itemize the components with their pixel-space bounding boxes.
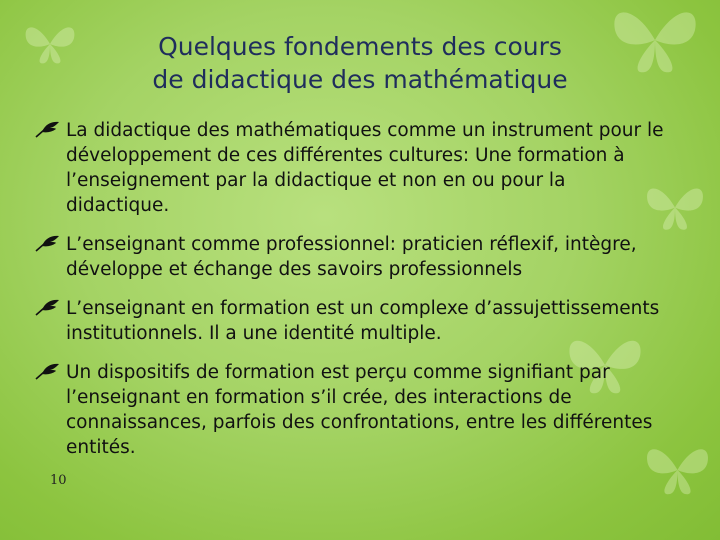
quill-pen-icon bbox=[34, 121, 60, 139]
quill-pen-icon bbox=[34, 299, 60, 317]
bullet-text: La didactique des mathématiques comme un instrument pour le développement de ces différentes cultures: Une formation à l’enseignement par la didactique et non en ou pour la didactique. bbox=[66, 120, 664, 216]
quill-pen-icon bbox=[34, 363, 60, 381]
bullet-item bbox=[28, 232, 668, 282]
bullet-text: L’enseignant en formation est un complexe d’assujettissements institutionnels. Il a une identité multiple. bbox=[66, 298, 660, 344]
title-line-2: de didactique des mathématique bbox=[152, 65, 568, 94]
bullet-list bbox=[28, 118, 668, 474]
bullet-item bbox=[28, 296, 668, 346]
title-line-1: Quelques fondements des cours bbox=[158, 32, 562, 61]
bullet-text: L’enseignant comme professionnel: praticien réflexif, intègre, développe et échange des savoirs professionnels bbox=[66, 234, 637, 280]
slide-title bbox=[60, 30, 660, 96]
bullet-item bbox=[28, 360, 668, 460]
bullet-text: Un dispositifs de formation est perçu comme signifiant par l’enseignant en formation s’il crée, des interactions de connaissances, parfois des confrontations, entre les différentes entités. bbox=[66, 362, 653, 458]
bullet-item bbox=[28, 118, 668, 218]
quill-pen-icon bbox=[34, 235, 60, 253]
page-number: 10 bbox=[50, 473, 67, 488]
